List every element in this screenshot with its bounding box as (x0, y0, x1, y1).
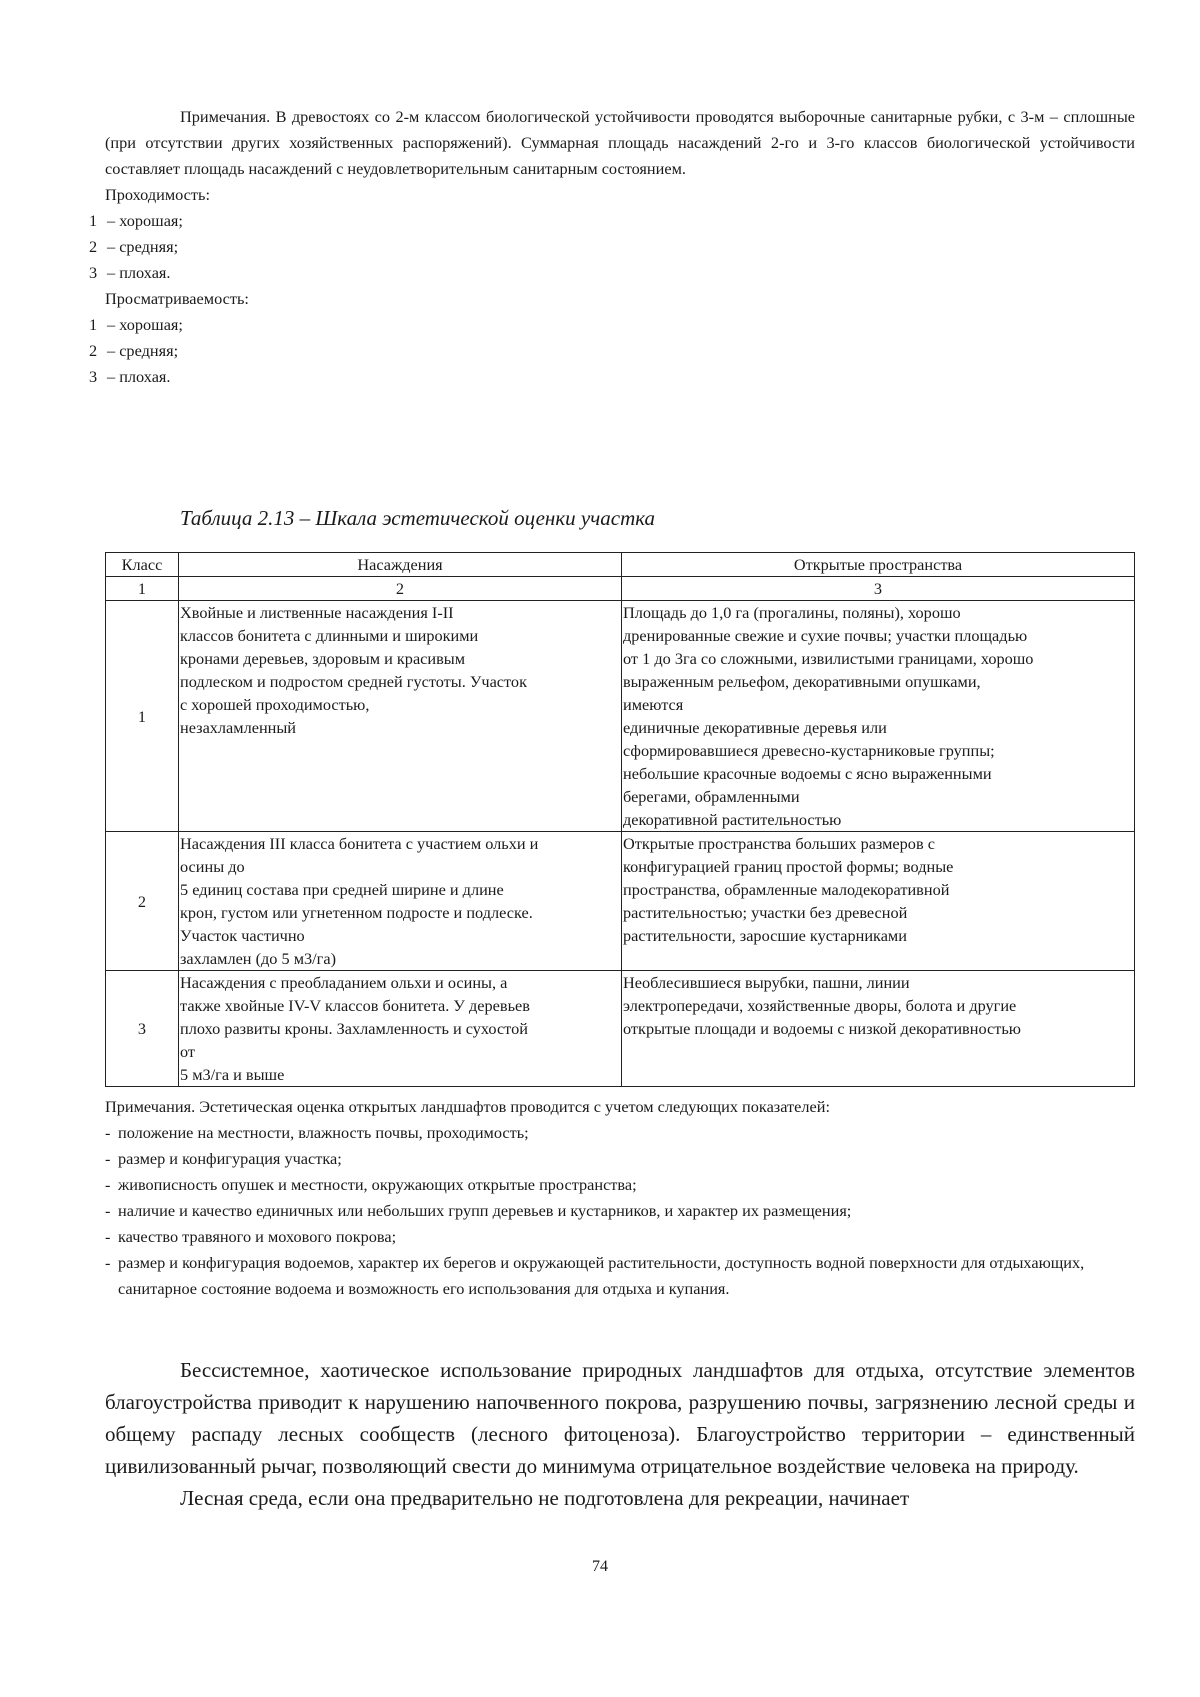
cell-line: 5 единиц состава при средней ширине и длине (180, 880, 504, 899)
item-text: – средняя; (107, 341, 179, 360)
list-item: - положение на местности, влажность почвы, проходимость; (105, 1120, 1135, 1146)
cell-line: Необлесившиеся вырубки, пашни, линии (623, 973, 910, 992)
list-item (89, 234, 1135, 260)
cell-line: растительностью; участки без древесной (623, 903, 908, 922)
cell-line: захламлен (до 5 м3/га) (180, 949, 337, 968)
list-item: - живописность опушек и местности, окружающих открытые пространства; (105, 1172, 1135, 1198)
cell-line: Насаждения III класса бонитета с участием ольхи и (180, 834, 539, 853)
cell-line: крон, густом или угнетенном подросте и подлеске. (180, 903, 533, 922)
cell-line: Насаждения с преобладанием ольхи и осины, а (180, 973, 508, 992)
cell-line: незахламленный (180, 718, 297, 737)
cell-line: Площадь до 1,0 га (прогалины, поляны), хорошо (623, 603, 961, 622)
visibility-list (89, 312, 1135, 390)
item-number: 1 (89, 315, 98, 334)
aesthetic-scale-table (105, 552, 1135, 1087)
plantings-cell (179, 971, 622, 1087)
bottom-notes (105, 1094, 1135, 1302)
cell-line: с хорошей проходимостью, (180, 695, 370, 714)
indicators-list (105, 1120, 1135, 1302)
cell-line: классов бонитета с длинными и широкими (180, 626, 479, 645)
body-text (105, 1354, 1135, 1514)
cell-line: 5 м3/га и выше (180, 1065, 285, 1084)
cell-line: открытые площади и водоемы с низкой декоративностью (623, 1019, 1021, 1038)
list-item (89, 338, 1135, 364)
cell-line: пространства, обрамленные малодекоративной (623, 880, 950, 899)
item-text: – хорошая; (107, 315, 183, 334)
list-item (89, 208, 1135, 234)
top-notes (89, 104, 1135, 390)
item-text: – плохая. (107, 367, 171, 386)
cell-line: выраженным рельефом, декоративными опушками, (623, 672, 981, 691)
cell-line: Участок частично (180, 926, 305, 945)
column-number: 1 (106, 577, 179, 601)
item-number: 2 (89, 341, 98, 360)
cell-line: электропередачи, хозяйственные дворы, болота и другие (623, 996, 1017, 1015)
cell-line: берегами, обрамленными (623, 787, 800, 806)
cell-line: подлеском и подростом средней густоты. Участок (180, 672, 527, 691)
column-number: 3 (622, 577, 1135, 601)
passability-list (89, 208, 1135, 286)
cell-line: от (180, 1042, 196, 1061)
open-spaces-cell (622, 971, 1135, 1087)
list-item (89, 260, 1135, 286)
list-item: - качество травяного и мохового покрова; (105, 1224, 1135, 1250)
plantings-cell (179, 832, 622, 971)
header-plantings: Насаждения (179, 553, 622, 577)
open-spaces-cell (622, 601, 1135, 832)
cell-line: Хвойные и лиственные насаждения I-II (180, 603, 454, 622)
cell-line: Открытые пространства больших размеров с (623, 834, 935, 853)
body-paragraph: Лесная среда, если она предварительно не подготовлена для рекреации, начинает (180, 1486, 910, 1510)
cell-line: плохо развиты кроны. Захламленность и сухостой (180, 1019, 528, 1038)
cell-line: имеются (623, 695, 684, 714)
passability-title (105, 182, 1135, 208)
list-item (89, 312, 1135, 338)
cell-line: осины до (180, 857, 245, 876)
notes-intro: Примечания. Эстетическая оценка открытых ландшафтов проводится с учетом следующих показателей: (105, 1097, 830, 1116)
item-text: – средняя; (107, 237, 179, 256)
header-open-spaces: Открытые пространства (622, 553, 1135, 577)
list-item: - размер и конфигурация участка; (105, 1146, 1135, 1172)
cell-line: от 1 до 3га со сложными, извилистыми границами, хорошо (623, 649, 1034, 668)
item-number: 1 (89, 211, 98, 230)
page-number: 74 (592, 1558, 608, 1575)
cell-line: небольшие красочные водоемы с ясно выраженными (623, 764, 992, 783)
cell-line: декоративной растительностью (623, 810, 842, 829)
item-text: – плохая. (107, 263, 171, 282)
item-text: – хорошая; (107, 211, 183, 230)
body-paragraph: Бессистемное, хаотическое использование природных ландшафтов для отдыха, отсутствие элементов благоустройства приводит к нарушению напочвенного покрова, разрушению почвы, загрязнению лесной среды и общему распаду лесных сообществ (лесного фитоценоза). Благоустройство территории – единственный цивилизованный рычаг, позволяющий свести до минимума отрицательное воздействие человека на природу. (105, 1358, 1135, 1478)
visibility-title-text: Просматриваемость: (105, 289, 249, 308)
table-caption: Таблица 2.13 – Шкала эстетической оценки участка (180, 506, 656, 530)
list-item: - размер и конфигурация водоемов, характер их берегов и окружающей растительности, доступность водной поверхности для отдыхающих, санитарное состояние водоема и возможность его использования для отдыха и купания. (105, 1250, 1135, 1302)
table-header-row (106, 553, 1135, 577)
column-number-row (106, 577, 1135, 601)
table-row (106, 601, 1135, 832)
class-cell: 1 (106, 601, 179, 832)
cell-line: растительности, заросшие кустарниками (623, 926, 907, 945)
notes-paragraph: Примечания. В древостоях со 2-м классом биологической устойчивости проводятся выборочные санитарные рубки, с 3-м – сплошные (при отсутствии других хозяйственных распоряжений). Суммарная площадь насаждений 2-го и 3-го классов биологической устойчивости составляет площадь насаждений с неудовлетворительным санитарным состоянием. (105, 107, 1135, 178)
class-cell: 2 (106, 832, 179, 971)
item-number: 2 (89, 237, 98, 256)
item-number: 3 (89, 367, 98, 386)
passability-title-text: Проходимость: (105, 185, 210, 204)
column-number: 2 (179, 577, 622, 601)
item-number: 3 (89, 263, 98, 282)
cell-line: единичные декоративные деревья или (623, 718, 887, 737)
plantings-cell (179, 601, 622, 832)
class-cell: 3 (106, 971, 179, 1087)
cell-line: также хвойные IV-V классов бонитета. У деревьев (180, 996, 530, 1015)
cell-line: дренированные свежие и сухие почвы; участки площадью (623, 626, 1028, 645)
open-spaces-cell (622, 832, 1135, 971)
cell-line: кронами деревьев, здоровым и красивым (180, 649, 466, 668)
cell-line: сформировавшиеся древесно-кустарниковые группы; (623, 741, 995, 760)
table-row (106, 832, 1135, 971)
table-row (106, 971, 1135, 1087)
header-class: Класс (106, 553, 179, 577)
cell-line: конфигурацией границ простой формы; водные (623, 857, 954, 876)
list-item (89, 364, 1135, 390)
visibility-title (105, 286, 1135, 312)
list-item: - наличие и качество единичных или небольших групп деревьев и кустарников, и характер их размещения; (105, 1198, 1135, 1224)
